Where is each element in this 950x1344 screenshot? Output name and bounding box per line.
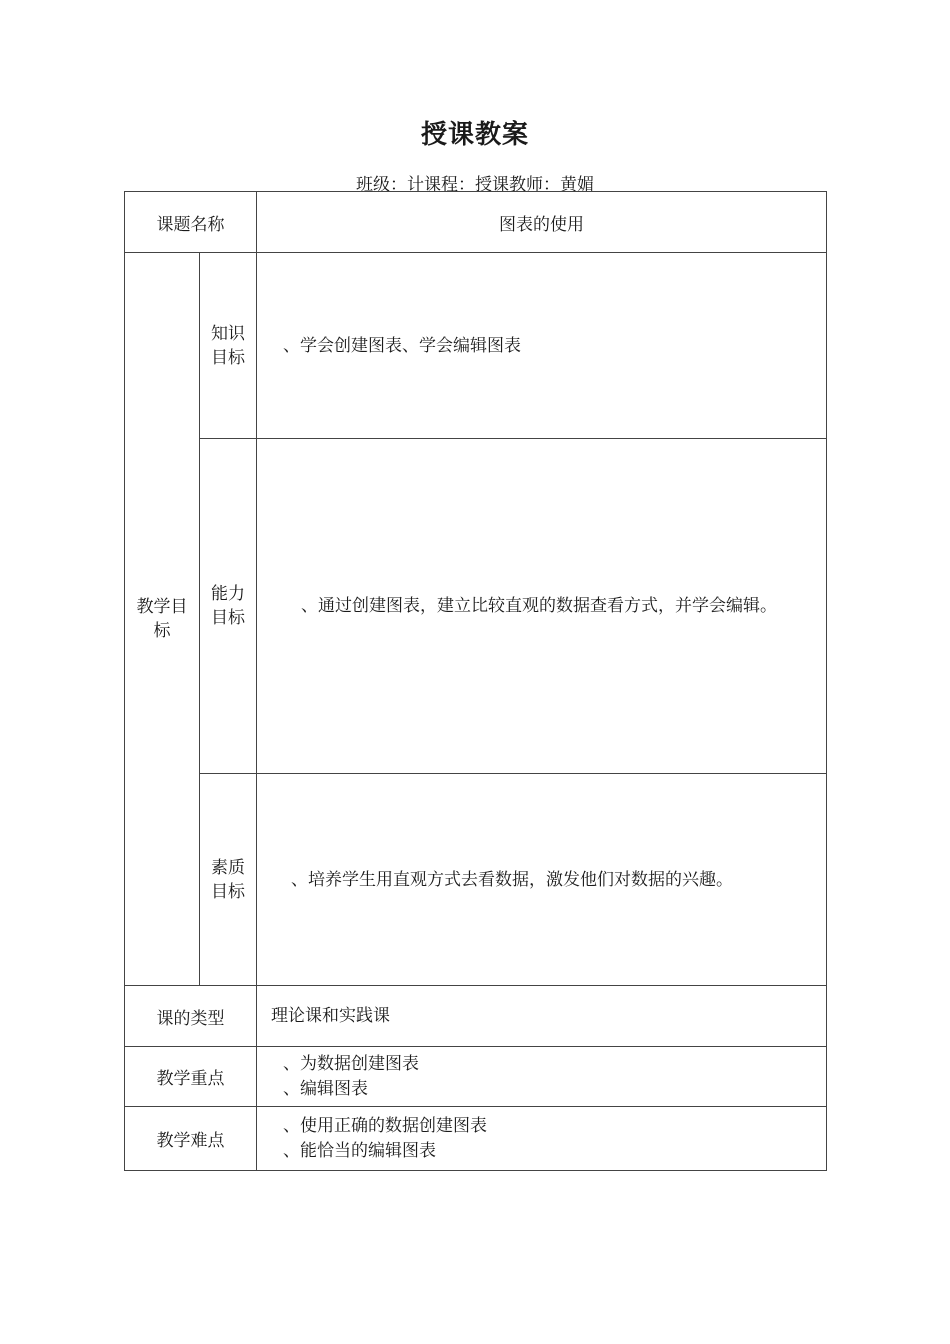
row-difficulties [125,1107,827,1171]
quality-label: 素质目标 [200,774,257,986]
difficulties-label: 教学难点 [125,1107,257,1171]
type-label: 课的类型 [125,986,257,1047]
lesson-plan-table [124,191,827,1171]
ability-label: 能力目标 [200,439,257,774]
objectives-label: 教学目标 [125,253,200,986]
knowledge-value: 、学会创建图表、学会编辑图表 [283,335,521,356]
key-point-item: 、编辑图表 [283,1078,368,1099]
document-title: 授课教案 [420,120,529,150]
knowledge-label: 知识目标 [200,253,257,439]
key-point-item: 、为数据创建图表 [283,1053,419,1074]
row-key-points [125,1047,827,1107]
key-points-label: 教学重点 [125,1047,257,1107]
row-knowledge [125,253,827,439]
ability-value: 、通过创建图表，建立比较直观的数据查看方式，并学会编辑。 [301,596,777,616]
row-quality [125,774,827,986]
row-type [125,986,827,1047]
difficulty-item: 、能恰当的编辑图表 [283,1140,436,1161]
quality-value: 、培养学生用直观方式去看数据，激发他们对数据的兴趣。 [291,869,733,890]
topic-label: 课题名称 [125,192,257,253]
row-topic [125,192,827,253]
document-subtitle: 班级：计课程：授课教师：黄媚 [356,175,594,195]
topic-value: 图表的使用 [257,192,827,253]
difficulty-item: 、使用正确的数据创建图表 [283,1115,487,1136]
row-ability [125,439,827,774]
type-value: 理论课和实践课 [257,986,827,1047]
